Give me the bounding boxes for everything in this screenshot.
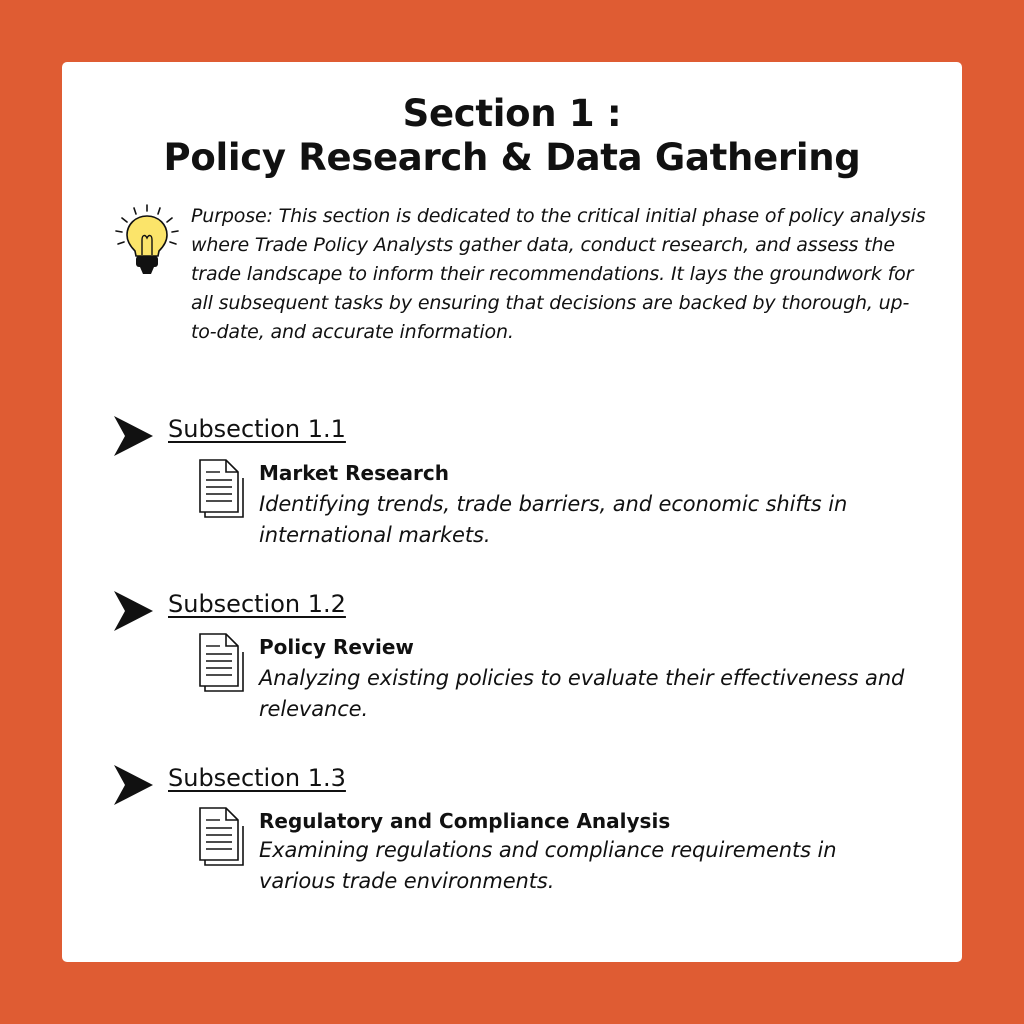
item-description: Examining regulations and compliance requirements in various trade environments. [259,838,837,893]
item-title: Policy Review [259,635,414,659]
section-title: Section 1 : [402,92,622,135]
document-icon [198,632,244,692]
content-card [62,62,962,962]
purpose-text: Purpose: This section is dedicated to the critical initial phase of policy analysis where Trade Policy Analysts gather data, conduct research, and assess the trade landscape to inform their recommendations. It lays the groundwork for all subsequent tasks by ensuring that decisions are backed by thorough, up-to-date, and accurate information. [191,205,926,343]
lightbulb-icon [114,204,180,278]
item-title: Regulatory and Compliance Analysis [259,809,671,833]
section-subtitle: Policy Research & Data Gathering [163,136,861,179]
item-title: Market Research [259,461,449,485]
arrow-icon [112,414,154,458]
arrow-icon [112,763,154,807]
item-description: Identifying trends, trade barriers, and economic shifts in international markets. [259,492,848,547]
arrow-icon [112,589,154,633]
subsection-heading: Subsection 1.1 [168,415,346,443]
subsection-heading: Subsection 1.2 [168,590,346,618]
item-description: Analyzing existing policies to evaluate their effectiveness and relevance. [259,666,905,721]
document-icon [198,806,244,866]
subsection-heading: Subsection 1.3 [168,764,346,792]
document-icon [198,458,244,518]
